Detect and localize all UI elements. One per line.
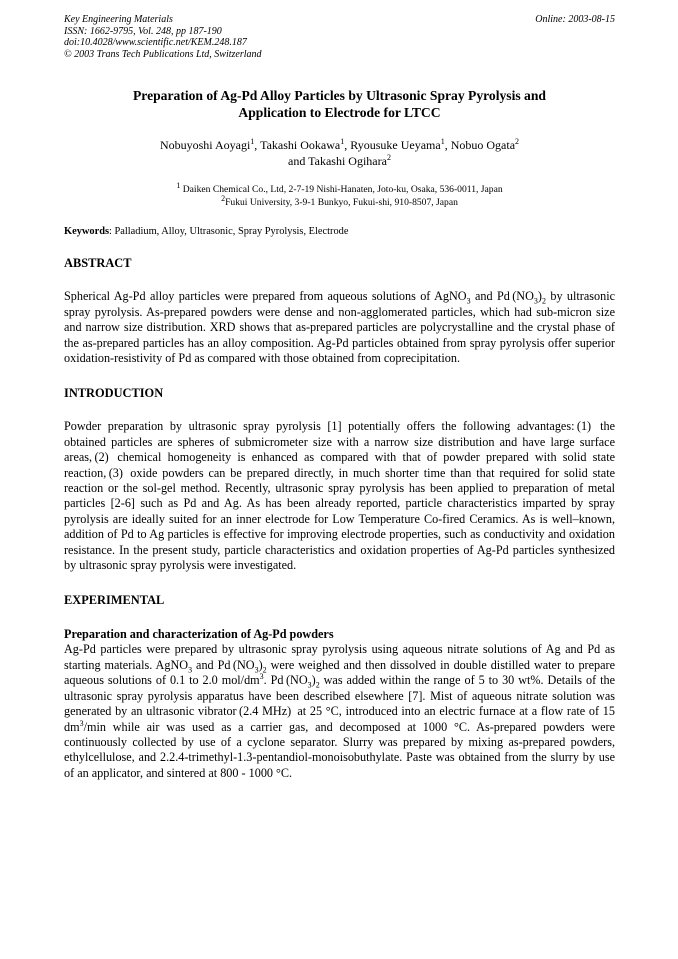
author: Nobuyoshi Aoyagi xyxy=(159,138,251,153)
introduction-heading: INTRODUCTION xyxy=(64,386,164,401)
doi-line: doi:10.4028/www.scientific.net/KEM.248.187 xyxy=(64,37,247,49)
title-line-2: Application to Electrode for LTCC xyxy=(238,105,441,121)
author: Takashi Ogihara xyxy=(308,154,387,169)
author: Nobuo Ogata xyxy=(450,138,516,153)
paper-page xyxy=(64,14,615,781)
online-date: Online: 2003-08-15 xyxy=(535,14,615,25)
author-list xyxy=(64,137,615,169)
author: Ryousuke Ueyama xyxy=(350,138,441,153)
author: Takashi Ookawa xyxy=(260,138,341,153)
keywords-label: Keywords xyxy=(64,226,110,238)
copyright-line: © 2003 Trans Tech Publications Ltd, Switzerland xyxy=(64,48,262,60)
authors-line-1: Nobuyoshi Aoyagi$^1$, Takashi Ookawa$^1$, Ryousuke Ueyama$^1$, Nobuo Ogata$^2$ xyxy=(159,137,520,153)
abstract-heading: ABSTRACT xyxy=(64,256,132,271)
keywords-text: : Palladium, Alloy, Ultrasonic, Spray Pyrolysis, Electrode xyxy=(109,226,349,238)
journal-name: Key Engineering Materials xyxy=(64,14,173,25)
issn-line: ISSN: 1662-9795, Vol. 248, pp 187-190 xyxy=(64,25,222,37)
introduction-text: Powder preparation by ultrasonic spray pyrolysis [1] potentially offers the following advantages: (1) the obtained particles are spheres of submicrometer size with a narrow size distribution and have large surface areas, (2) chemical homogeneity is enhanced as compared with that of powder prepared with solid state reaction, (3) oxide powders can be prepared directly, in much shorter time than that required for solid state reaction or the sol-gel method. Recently, ultrasonic spray pyrolysis has been applied to preparation of metal particles [2-6] such as Pd and Ag. As has been already reported, particle characteristics imparted by spray pyrolysis are ideally suited for an inner electrode for Low Temperature Co-fired Ceramics. As is well–known, addition of Pd to Ag particles is effective for improving electrode properties, such as conductivity and oxidation resistance. In the present study, particle characteristics and oxidation properties of Ag-Pd particles synthesized by ultrasonic spray pyrolysis were investigated. xyxy=(64,419,615,573)
affiliation-2: $^2$Fukui University, 3-9-1 Bunkyo, Fukui-shi, 910-8507, Japan xyxy=(221,194,458,209)
experimental-text: Ag-Pd particles were prepared by ultrasonic spray pyrolysis using aqueous nitrate solutions of Ag and Pd as starting materials. AgNO$_3$ and Pd $(NO_3)_2$ were weighed and then dissolved in double distilled water to prepare aqueous solutions of 0.1 to 2.0 mol/$dm^3$. Pd $(NO_3)_2$ was added within the range of 5 to 30 wt%. Details of the ultrasonic spray pyrolysis apparatus have been described elsewhere [7]. Mist of aqueous nitrate solution was generated by an ultrasonic vibrator (2.4 MHz) at 25 °C, introduced into an electric furnace at a flow rate of 15 $dm^3/\min$ while air was used as a carrier gas, and decomposed at 1000 °C. As-prepared powders were continuously collected by use of a cyclone separator. Slurry was prepared by mixing as-prepared powders, ethylcellulose, and 2.2.4-trimethyl-1.3-pentandiol-monoisobuthylate. Paste was obtained from the slurry by use of an applicator, and sintered at 800 - 1000 °C. xyxy=(64,642,615,780)
journal-header xyxy=(64,14,615,60)
authors-line-2: and Takashi Ogihara$^2$ xyxy=(288,153,391,169)
title-line-1: Preparation of Ag-Pd Alloy Particles by Ultrasonic Spray Pyrolysis and xyxy=(133,88,546,104)
keywords xyxy=(64,225,615,239)
abstract-text: Spherical Ag-Pd alloy particles were prepared from aqueous solutions of AgNO$_3$ and Pd $(NO_3)_2$ by ultrasonic spray pyrolysis. As-prepared powders were dense and non-agglomerated particles, which had sub-micron size and narrow size distribution. XRD shows that as-prepared particles are polycrystalline and the crystal phase of the as-prepared particles has an alloy composition. Ag-Pd particles obtained from spray pyrolysis offer superior oxidation-resistivity of Pd as compared with those obtained from coprecipitation. xyxy=(64,289,615,365)
affiliations xyxy=(64,183,615,209)
experimental-subheading: Preparation and characterization of Ag-Pd powders xyxy=(64,627,334,642)
affiliation-1: $^1$ Daiken Chemical Co., Ltd, 2-7-19 Nishi-Hanaten, Joto-ku, Osaka, 536-0011, Japan xyxy=(176,181,503,196)
paper-title xyxy=(64,87,615,121)
experimental-heading: EXPERIMENTAL xyxy=(64,593,165,608)
